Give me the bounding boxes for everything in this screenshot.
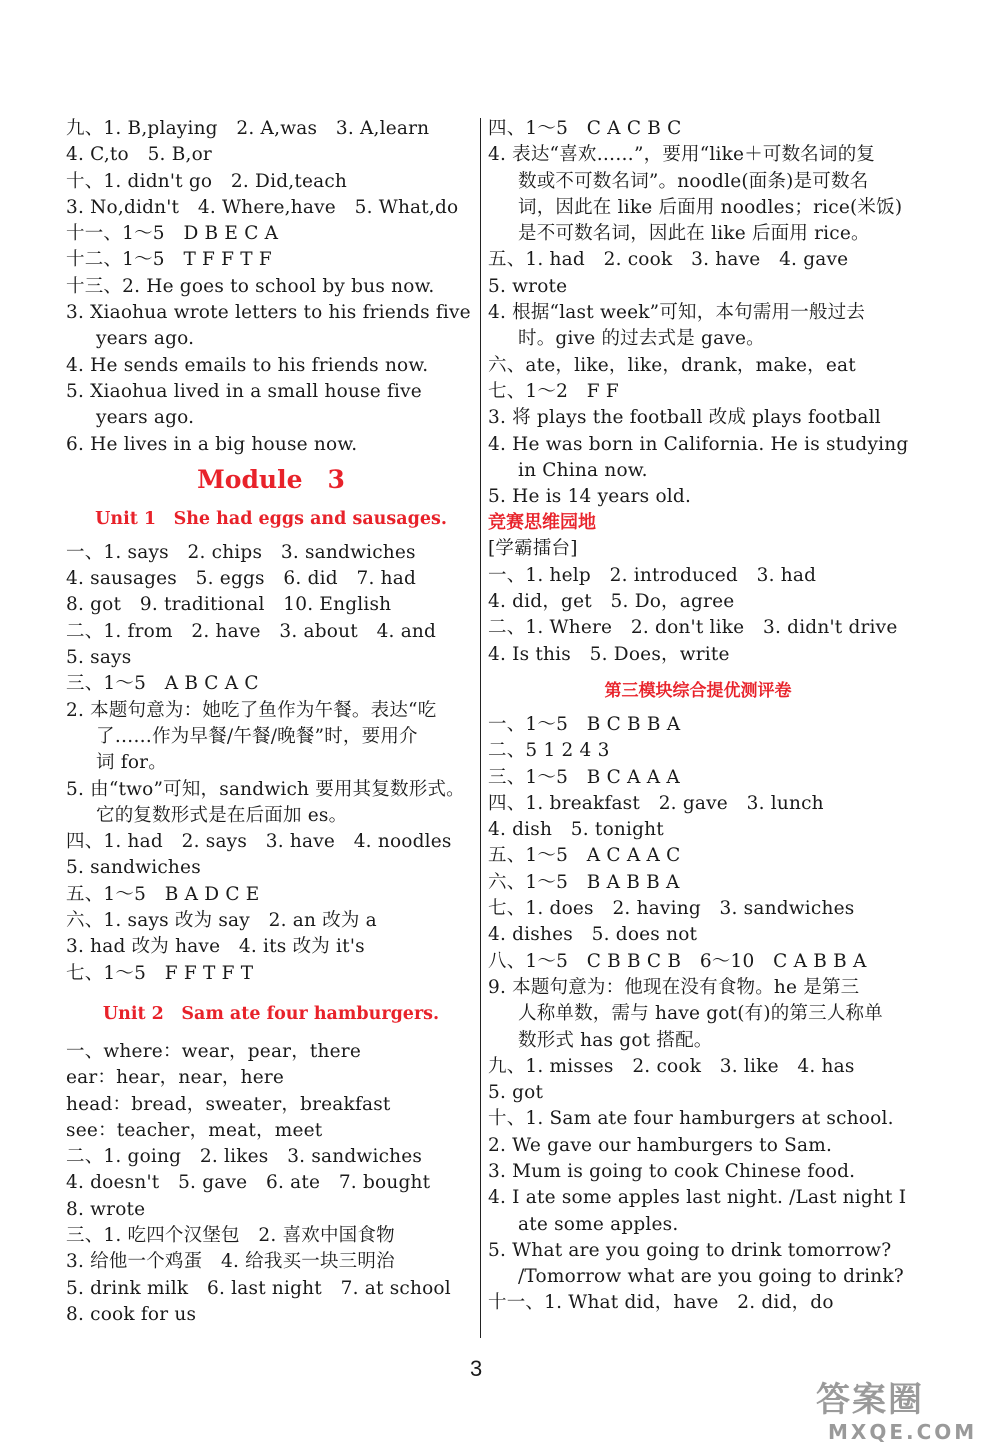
answer-line: 八、1～5 C B B C B 6～10 C A B B A [488,950,867,972]
answer-line: 3. 将 plays the football 改成 plays football [488,407,881,429]
answer-line: 4. sausages 5. eggs 6. did 7. had [66,568,416,590]
answer-line: 时。give 的过去式是 gave。 [518,328,765,350]
answer-line: ate some apples. [518,1213,679,1235]
left-answers-top [66,116,476,458]
answer-line: 4. I ate some apples last night. /Last night I [488,1187,907,1209]
answer-line: 5. What are you going to drink tomorrow? [488,1239,892,1261]
right-answers-top [488,116,908,510]
answer-line: 2. 本题句意为：她吃了鱼作为午餐。表达“吃 [66,699,437,721]
unit1-answers [66,540,476,987]
answer-line: 6. He lives in a big house now. [66,433,358,455]
answer-line: 词，因此在 like 后面用 noodles；rice(米饭) [518,196,903,218]
answer-line: 一、1. says 2. chips 3. sandwiches [66,541,416,563]
answer-line: 五、1～5 A C A A C [488,845,681,867]
answer-line: 4. doesn't 5. gave 6. ate 7. bought [66,1172,431,1194]
test-answers [488,712,908,1317]
left-column [66,116,476,1328]
page-number: 3 [470,1356,483,1381]
answer-line: 是不可数名词，因此在 like 后面用 rice。 [518,223,870,245]
answer-line: 4. did，get 5. Do，agree [488,591,735,613]
answer-line: 5. sandwiches [66,857,201,879]
answer-line: 十二、1～5 T F F T F [66,249,272,271]
unit1-title: Unit 1 She had eggs and sausages. [95,508,447,529]
answer-line: 9. 本题句意为：他现在没有食物。he 是第三 [488,976,860,998]
answer-line: 九、1. B,playing 2. A,was 3. A,learn [66,118,430,139]
test-title: 第三模块综合提优测评卷 [604,680,792,701]
answer-line: 4. dishes 5. does not [488,924,698,946]
answer-line: 词 for。 [96,752,167,774]
answer-line: head：bread，sweater，breakfast [66,1093,391,1115]
answer-line: 5. drink milk 6. last night 7. at school [66,1277,451,1299]
answer-line: 十一、1. What did，have 2. did，do [488,1292,834,1314]
answer-line: 七、1～5 F F T F T [66,962,254,984]
answer-line: 九、1. misses 2. cook 3. like 4. has [488,1055,855,1077]
answer-line: 一、1～5 B C B B A [488,713,681,735]
answer-line: 5. wrote [488,275,568,297]
answer-line: years ago. [96,328,195,350]
answer-line: 3. Xiaohua wrote letters to his friends five [66,302,471,324]
answer-line: 5. got [488,1082,544,1104]
watermark-top: 答案圈 [816,1380,924,1420]
answer-line: 七、1. does 2. having 3. sandwiches [488,898,855,920]
answer-line: 4. 表达“喜欢……”，要用“like＋可数名词的复 [488,144,876,166]
answer-line: years ago. [96,407,195,429]
unit2-answers [66,1039,476,1328]
answer-line: 4. He was born in California. He is studying [488,433,909,455]
answer-line: 二、1. going 2. likes 3. sandwiches [66,1146,423,1168]
answer-line: 四、1. had 2. says 3. have 4. noodles [66,831,452,853]
answer-line: 五、1～5 B A D C E [66,883,260,905]
answer-line: 数形式 has got 搭配。 [518,1029,713,1051]
answer-line: ear：hear，near，here [66,1067,285,1089]
answer-line: in China now. [518,459,648,481]
answer-line: 3. No,didn't 4. Where,have 5. What,do [66,196,459,218]
answer-line: 三、1. 吃四个汉堡包 2. 喜欢中国食物 [66,1224,395,1246]
answer-line: 人称单数，需与 have got(有)的第三人称单 [518,1003,883,1025]
answer-line: 七、1～2 F F [488,380,619,402]
answer-line: 3. 给他一个鸡蛋 4. 给我买一块三明治 [66,1251,395,1273]
answer-line: see：teacher，meat，meet [66,1119,323,1141]
answer-line: 四、1. breakfast 2. gave 3. lunch [488,792,824,814]
answer-line: 8. got 9. traditional 10. English [66,594,392,616]
answer-line: 5. says [66,647,132,669]
answer-line: 一、1. help 2. introduced 3. had [488,564,817,586]
answer-line: 4. C,to 5. B,or [66,144,212,166]
answer-line: 三、1～5 B C A A A [488,766,680,788]
answer-line: 5. He is 14 years old. [488,486,692,508]
answer-line: 3. Mum is going to cook Chinese food. [488,1160,856,1182]
answer-line: 4. 根据“last week”可知，本句需用一般过去 [488,302,866,324]
answer-line: 二、1. Where 2. don't like 3. didn't drive [488,617,898,639]
module-title: Module 3 [197,464,345,494]
answer-line: 六、1. says 改为 say 2. an 改为 a [66,910,377,932]
answer-line: 二、5 1 2 4 3 [488,740,610,762]
answer-line: 十、1. Sam ate four hamburgers at school. [488,1108,894,1130]
contest-heading: 竞赛思维园地 [488,512,596,534]
answer-line: 四、1～5 C A C B C [488,118,682,139]
answer-line: 3. had 改为 have 4. its 改为 it's [66,936,365,958]
answer-line: 了……作为早餐/午餐/晚餐”时，要用介 [96,725,418,747]
answer-line: 4. dish 5. tonight [488,819,664,841]
answer-line: 8. wrote [66,1198,146,1220]
answer-line: 2. We gave our hamburgers to Sam. [488,1134,833,1156]
answer-line: 二、1. from 2. have 3. about 4. and [66,620,437,642]
answer-line: 它的复数形式是在后面加 es。 [96,804,348,826]
answer-line: 一、where：wear，pear，there [66,1040,361,1062]
contest-answers [488,536,908,667]
answer-line: 五、1. had 2. cook 3. have 4. gave [488,249,849,271]
column-divider [480,118,481,1338]
answer-line: 4. He sends emails to his friends now. [66,354,429,376]
answer-line: 六、ate，like，like，drank，make，eat [488,354,856,376]
answer-line: 十一、1～5 D B E C A [66,223,279,245]
answer-line: [学霸擂台] [488,538,578,560]
answer-line: 六、1～5 B A B B A [488,871,680,893]
watermark-logo [808,1380,998,1452]
right-column [488,116,908,1317]
answer-line: 8. cook for us [66,1303,197,1325]
answer-line: 十、1. didn't go 2. Did,teach [66,170,348,192]
answer-line: 数或不可数名词”。noodle(面条)是可数名 [518,170,869,192]
answer-line: 三、1～5 A B C A C [66,673,259,695]
answer-line: 4. Is this 5. Does，write [488,643,730,665]
watermark-bottom: MXQE.COM [828,1420,978,1444]
answer-line: 5. Xiaohua lived in a small house five [66,380,422,402]
answer-line: 5. 由“two”可知，sandwich 要用其复数形式。 [66,778,465,800]
answer-line: 十三、2. He goes to school by bus now. [66,275,435,297]
answer-line: /Tomorrow what are you going to drink? [518,1266,904,1288]
unit2-title: Unit 2 Sam ate four hamburgers. [102,1003,440,1024]
